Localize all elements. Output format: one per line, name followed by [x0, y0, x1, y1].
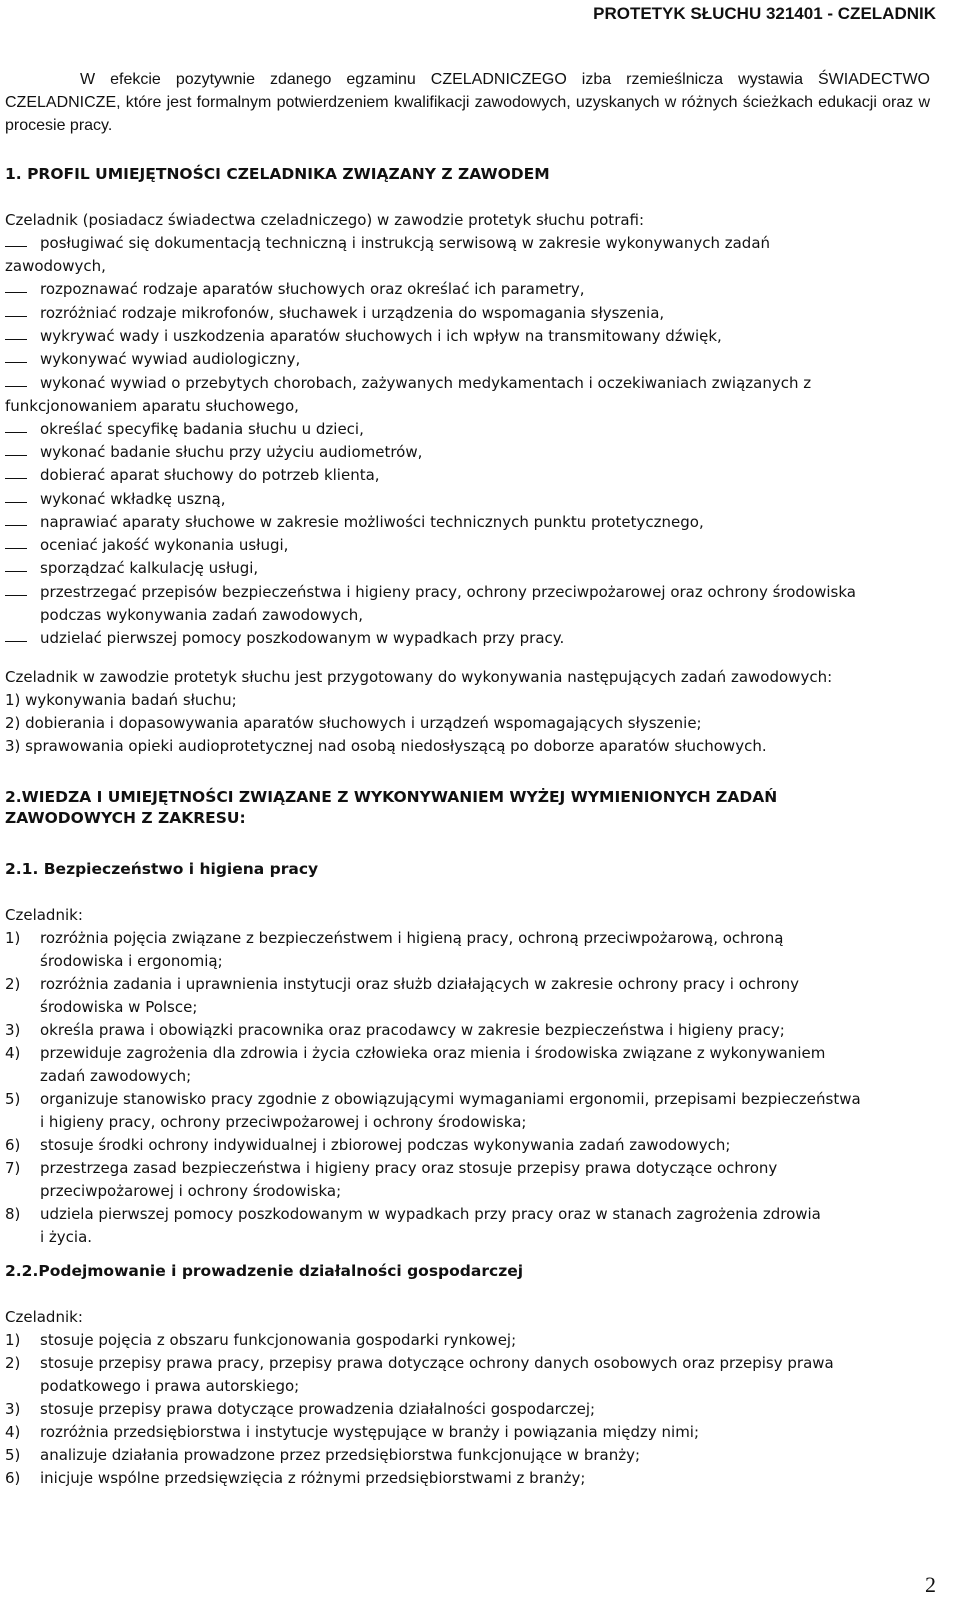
list-item: przestrzegać przepisów bezpieczeństwa i higieny pracy, ochrony przeciwpożarowej oraz ochrony środowiska [40, 583, 856, 601]
list-item: przestrzega zasad bezpieczeństwa i higieny pracy oraz stosuje przepisy prawa dotyczące ochrony [40, 1159, 778, 1177]
item-number: 1) [5, 929, 21, 947]
bullet-dash [5, 432, 27, 433]
item-number: 3) [5, 1021, 21, 1039]
bullet-dash [5, 316, 27, 317]
list-item: stosuje środki ochrony indywidualnej i zbiorowej podczas wykonywania zadań zawodowych; [40, 1136, 731, 1154]
section-1-lead: Czeladnik (posiadacz świadectwa czeladniczego) w zawodzie protetyk słuchu potrafi: [5, 211, 645, 229]
list-item: udzielać pierwszej pomocy poszkodowanym w wypadkach przy pracy. [40, 629, 565, 647]
list-item: inicjuje wspólne przedsięwzięcia z różnymi przedsiębiorstwami z branży; [40, 1469, 586, 1487]
task-item: 1) wykonywania badań słuchu; [5, 691, 237, 709]
bullet-dash [5, 362, 27, 363]
item-number: 6) [5, 1136, 21, 1154]
list-item: wykrywać wady i uszkodzenia aparatów słuchowych i ich wpływ na transmitowany dźwięk, [40, 327, 722, 345]
list-item: organizuje stanowisko pracy zgodnie z obowiązującymi wymaganiami ergonomii, przepisami bezpieczeństwa [40, 1090, 861, 1108]
list-item-continuation: środowiska w Polsce; [40, 998, 198, 1016]
list-item: udziela pierwszej pomocy poszkodowanym w wypadkach przy pracy oraz w stanach zagrożenia zdrowia [40, 1205, 821, 1223]
item-number: 8) [5, 1205, 21, 1223]
list-item: wykonać wkładkę uszną, [40, 490, 226, 508]
bullet-dash [5, 525, 27, 526]
section-1-heading: 1. PROFIL UMIEJĘTNOŚCI CZELADNIKA ZWIĄZANY Z ZAWODEM [5, 165, 550, 183]
item-number: 6) [5, 1469, 21, 1487]
item-number: 4) [5, 1044, 21, 1062]
bullet-dash [5, 571, 27, 572]
item-number: 3) [5, 1400, 21, 1418]
list-item-continuation: środowiska i ergonomią; [40, 952, 223, 970]
bullet-dash [5, 386, 27, 387]
list-item: rozróżnia zadania i uprawnienia instytucji oraz służb działających w zakresie ochrony pracy i ochrony [40, 975, 800, 993]
list-item: rozpoznawać rodzaje aparatów słuchowych oraz określać ich parametry, [40, 280, 585, 298]
task-item: 3) sprawowania opieki audioprotetycznej nad osobą niedosłyszącą po doborze aparatów słuchowych. [5, 737, 767, 755]
list-item: określa prawa i obowiązki pracownika oraz pracodawcy w zakresie bezpieczeństwa i higieny pracy; [40, 1021, 785, 1039]
list-item-continuation: i życia. [40, 1228, 93, 1246]
list-item-continuation: podczas wykonywania zadań zawodowych, [40, 606, 363, 624]
bullet-dash [5, 502, 27, 503]
bullet-dash [5, 292, 27, 293]
item-number: 2) [5, 1354, 21, 1372]
item-number: 5) [5, 1090, 21, 1108]
list-item: stosuje przepisy prawa dotyczące prowadzenia działalności gospodarczej; [40, 1400, 596, 1418]
list-item-continuation: podatkowego i prawa autorskiego; [40, 1377, 300, 1395]
subsection-2-2-heading: 2.2.Podejmowanie i prowadzenie działalności gospodarczej [5, 1262, 524, 1280]
running-header: PROTETYK SŁUCHU 321401 - CZELADNIK [593, 4, 936, 23]
list-item: stosuje przepisy prawa pracy, przepisy prawa dotyczące ochrony danych osobowych oraz przepisy prawa [40, 1354, 834, 1372]
list-item: sporządzać kalkulację usługi, [40, 559, 259, 577]
tasks-lead: Czeladnik w zawodzie protetyk słuchu jest przygotowany do wykonywania następujących zadań zawodowych: [5, 668, 833, 686]
bullet-dash [5, 455, 27, 456]
list-item-continuation: zadań zawodowych; [40, 1067, 192, 1085]
section-2-heading: 2.WIEDZA I UMIEJĘTNOŚCI ZWIĄZANE Z WYKONYWANIEM WYŻEJ WYMIENIONYCH ZADAŃ [5, 788, 778, 806]
list-item: wykonać badanie słuchu przy użyciu audiometrów, [40, 443, 423, 461]
item-number: 7) [5, 1159, 21, 1177]
list-item: posługiwać się dokumentacją techniczną i instrukcją serwisową w zakresie wykonywanych zadań [40, 234, 771, 252]
bullet-dash [5, 595, 27, 596]
item-number: 1) [5, 1331, 21, 1349]
list-item-continuation: i higieny pracy, ochrony przeciwpożarowej i ochrony środowiska; [40, 1113, 527, 1131]
subsection-2-1-lead: Czeladnik: [5, 906, 83, 924]
list-item: wykonać wywiad o przebytych chorobach, zażywanych medykamentach i oczekiwaniach związanych z [40, 374, 812, 392]
bullet-dash [5, 641, 27, 642]
list-item: określać specyfikę badania słuchu u dzieci, [40, 420, 364, 438]
list-item: rozróżnia pojęcia związane z bezpieczeństwem i higieną pracy, ochroną przeciwpożarową, ochroną [40, 929, 784, 947]
intro-paragraph: W efekcie pozytywnie zdanego egzaminu CZELADNICZEGO izba rzemieślnicza wystawia ŚWIADECTWO CZELADNICZE, które jest formalnym potwierdzeniem kwalifikacji zawodowych, uzyskanych w różnych ścieżkach edukacji oraz w procesie pracy. [5, 71, 930, 134]
list-item: wykonywać wywiad audiologiczny, [40, 350, 301, 368]
list-item-continuation: przeciwpożarowej i ochrony środowiska; [40, 1182, 342, 1200]
list-item: przewiduje zagrożenia dla zdrowia i życia człowieka oraz mienia i środowiska związane z wykonywaniem [40, 1044, 826, 1062]
subsection-2-1-heading: 2.1. Bezpieczeństwo i higiena pracy [5, 860, 319, 878]
list-item: stosuje pojęcia z obszaru funkcjonowania gospodarki rynkowej; [40, 1331, 517, 1349]
task-item: 2) dobierania i dopasowywania aparatów słuchowych i urządzeń wspomagających słyszenie; [5, 714, 702, 732]
list-item: dobierać aparat słuchowy do potrzeb klienta, [40, 466, 380, 484]
list-item-continuation: zawodowych, [5, 257, 106, 275]
item-number: 5) [5, 1446, 21, 1464]
bullet-dash [5, 246, 27, 247]
list-item: analizuje działania prowadzone przez przedsiębiorstwa funkcjonujące w branży; [40, 1446, 641, 1464]
list-item: oceniać jakość wykonania usługi, [40, 536, 289, 554]
list-item: rozróżnia przedsiębiorstwa i instytucje występujące w branży i powiązania między nimi; [40, 1423, 700, 1441]
bullet-dash [5, 339, 27, 340]
subsection-2-2-lead: Czeladnik: [5, 1308, 83, 1326]
page-number: 2 [925, 1572, 936, 1597]
section-2-heading-continuation: ZAWODOWYCH Z ZAKRESU: [5, 809, 246, 827]
list-item: rozróżniać rodzaje mikrofonów, słuchawek i urządzenia do wspomagania słyszenia, [40, 304, 665, 322]
list-item-continuation: funkcjonowaniem aparatu słuchowego, [5, 397, 299, 415]
item-number: 2) [5, 975, 21, 993]
list-item: naprawiać aparaty słuchowe w zakresie możliwości technicznych punktu protetycznego, [40, 513, 704, 531]
item-number: 4) [5, 1423, 21, 1441]
bullet-dash [5, 478, 27, 479]
bullet-dash [5, 548, 27, 549]
